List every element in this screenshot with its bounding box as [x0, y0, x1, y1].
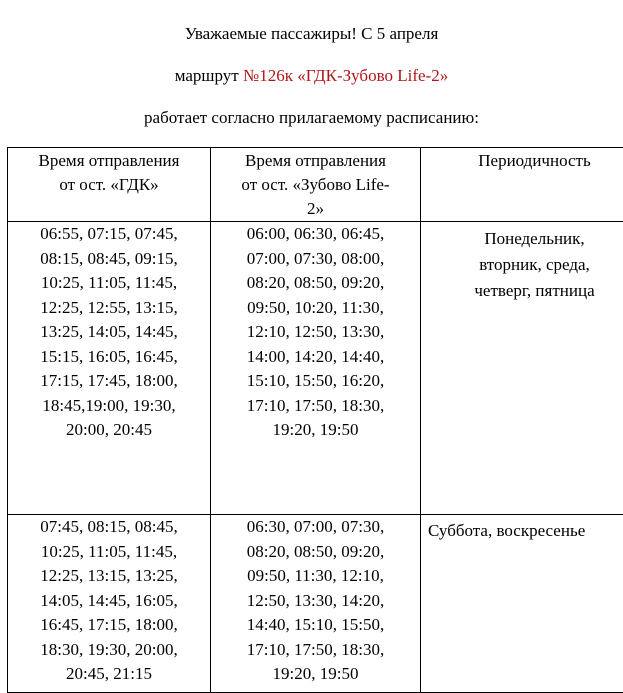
time-line: 16:45, 17:15, 18:00, — [8, 613, 210, 638]
time-line: 13:25, 14:05, 14:45, — [8, 320, 210, 345]
time-line: 12:25, 12:55, 13:15, — [8, 296, 210, 321]
time-line: 14:00, 14:20, 14:40, — [211, 345, 420, 370]
weekday-period — [421, 222, 623, 515]
route-name: №126к «ГДК-Зубово Life-2» — [243, 66, 448, 85]
header-periodicity: Периодичность — [421, 148, 623, 222]
time-line: 18:45,19:00, 19:30, — [8, 394, 210, 419]
time-line: 10:25, 11:05, 11:45, — [8, 540, 210, 565]
time-line: 15:15, 16:05, 16:45, — [8, 345, 210, 370]
time-line: четверг, пятница — [421, 278, 623, 304]
notice-line-1: Уважаемые пассажиры! С 5 апреля — [0, 24, 623, 44]
time-line: 19:20, 19:50 — [211, 418, 420, 443]
time-line: 09:50, 10:20, 11:30, — [211, 296, 420, 321]
time-line: 14:05, 14:45, 16:05, — [8, 589, 210, 614]
route-prefix: маршрут — [175, 66, 243, 85]
notice-line-2 — [0, 66, 623, 86]
time-line: 10:25, 11:05, 11:45, — [8, 271, 210, 296]
time-line: 07:00, 07:30, 08:00, — [211, 247, 420, 272]
time-line: 20:00, 20:45 — [8, 418, 210, 443]
time-line: 15:10, 15:50, 16:20, — [211, 369, 420, 394]
weekday-from-gdk — [8, 222, 211, 515]
time-line: 06:55, 07:15, 07:45, — [8, 222, 210, 247]
time-line: 06:30, 07:00, 07:30, — [211, 515, 420, 540]
time-line: 19:20, 19:50 — [211, 662, 420, 687]
time-line: 09:50, 11:30, 12:10, — [211, 564, 420, 589]
time-line: вторник, среда, — [421, 252, 623, 278]
notice-line-3: работает согласно прилагаемому расписанию: — [0, 108, 623, 128]
schedule-table — [7, 147, 623, 693]
time-line: 06:00, 06:30, 06:45, — [211, 222, 420, 247]
weekend-from-gdk — [8, 515, 211, 693]
header-from-zubovo: Время отправления от ост. «Зубово Life- 2» — [211, 148, 421, 222]
table-row — [8, 515, 623, 693]
time-line: 14:40, 15:10, 15:50, — [211, 613, 420, 638]
time-line: 17:10, 17:50, 18:30, — [211, 394, 420, 419]
weekend-period: Суббота, воскресенье — [421, 515, 623, 693]
weekend-from-zubovo — [211, 515, 421, 693]
time-line: 18:30, 19:30, 20:00, — [8, 638, 210, 663]
time-line: 17:15, 17:45, 18:00, — [8, 369, 210, 394]
time-line: 12:10, 12:50, 13:30, — [211, 320, 420, 345]
time-line: 20:45, 21:15 — [8, 662, 210, 687]
table-header-row — [8, 148, 623, 222]
time-line: Понедельник, — [421, 226, 623, 252]
time-line: 08:20, 08:50, 09:20, — [211, 271, 420, 296]
weekday-from-zubovo — [211, 222, 421, 515]
time-line: 12:50, 13:30, 14:20, — [211, 589, 420, 614]
table-row — [8, 222, 623, 515]
time-line: 12:25, 13:15, 13:25, — [8, 564, 210, 589]
time-line: 07:45, 08:15, 08:45, — [8, 515, 210, 540]
header-from-gdk: Время отправления от ост. «ГДК» — [8, 148, 211, 222]
time-line: 08:15, 08:45, 09:15, — [8, 247, 210, 272]
time-line: 17:10, 17:50, 18:30, — [211, 638, 420, 663]
time-line: 08:20, 08:50, 09:20, — [211, 540, 420, 565]
